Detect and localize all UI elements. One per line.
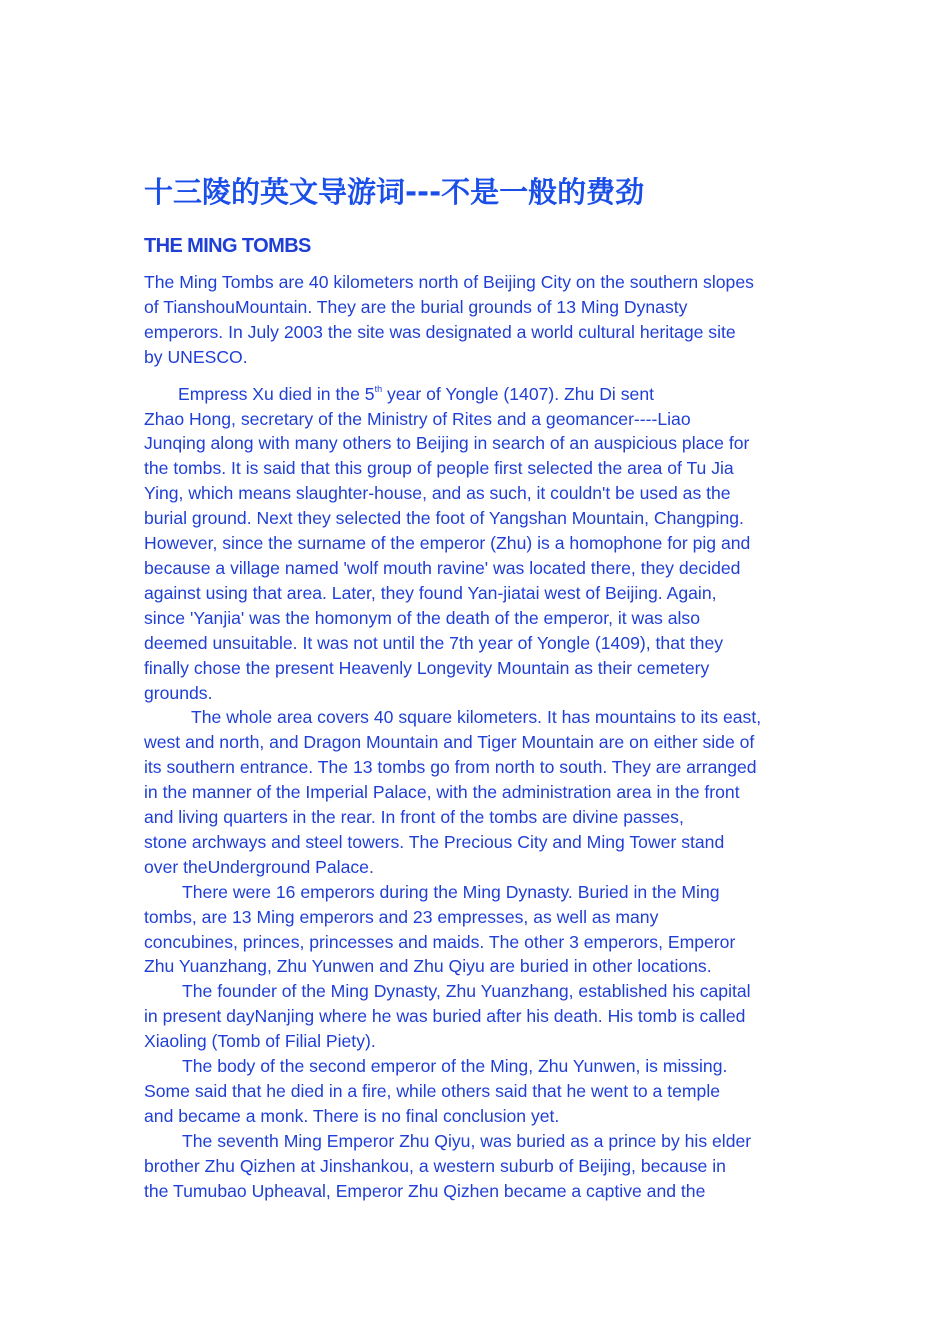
text-line: stone archways and steel towers. The Precious City and Ming Tower stand	[144, 831, 725, 852]
text-line: burial ground. Next they selected the foot of Yangshan Mountain, Changping.	[144, 508, 744, 529]
text-line: The founder of the Ming Dynasty, Zhu Yuanzhang, established his capital	[182, 981, 751, 1002]
text-line: brother Zhu Qizhen at Jinshankou, a western suburb of Beijing, because in	[144, 1155, 726, 1176]
text-line: However, since the surname of the emperor (Zhu) is a homophone for pig and	[144, 533, 751, 554]
text-line: its southern entrance. The 13 tombs go from north to south. They are arranged	[144, 757, 757, 778]
text-line: in the manner of the Imperial Palace, with the administration area in the front	[144, 782, 740, 803]
intro-paragraph	[144, 270, 812, 370]
text-line: There were 16 emperors during the Ming Dynasty. Buried in the Ming	[182, 881, 720, 902]
text-run: year of Yongle (1407). Zhu Di sent	[382, 383, 654, 404]
text-line: The seventh Ming Emperor Zhu Qiyu, was buried as a prince by his elder	[182, 1130, 752, 1151]
text-run: Empress Xu died in the 5	[178, 383, 375, 404]
text-line	[144, 382, 812, 407]
paragraph-emperors	[144, 880, 812, 980]
text-line: finally chose the present Heavenly Longevity Mountain as their cemetery	[144, 657, 710, 678]
text-line: by UNESCO.	[144, 346, 248, 367]
text-line: west and north, and Dragon Mountain and Tiger Mountain are on either side of	[144, 732, 755, 753]
paragraph-empress-xu	[144, 382, 812, 706]
text-line: Zhao Hong, secretary of the Ministry of Rites and a geomancer----Liao	[144, 408, 691, 429]
text-line: tombs, are 13 Ming emperors and 23 empresses, as well as many	[144, 906, 659, 927]
text-line: Ying, which means slaughter-house, and as such, it couldn't be used as the	[144, 483, 731, 504]
ordinal-superscript: th	[374, 383, 383, 394]
paragraph-founder	[144, 979, 812, 1054]
text-line: Some said that he died in a fire, while others said that he went to a temple	[144, 1081, 721, 1101]
paragraph-second-emperor	[144, 1054, 812, 1129]
text-line: in present dayNanjing where he was buried after his death. His tomb is called	[144, 1006, 746, 1027]
document-title: 十三陵的英文导游词---不是一般的费劲	[144, 175, 645, 209]
text-line: The Ming Tombs are 40 kilometers north of Beijing City on the southern slopes	[144, 272, 754, 292]
text-line: over theUnderground Palace.	[144, 856, 374, 877]
text-line: since 'Yanjia' was the homonym of the death of the emperor, it was also	[144, 607, 701, 628]
text-line: Xiaoling (Tomb of Filial Piety).	[144, 1031, 376, 1052]
text-line: Junqing along with many others to Beijing in search of an auspicious place for	[144, 433, 750, 454]
text-line: against using that area. Later, they found Yan-jiatai west of Beijing. Again,	[144, 582, 717, 603]
text-line: The whole area covers 40 square kilometers. It has mountains to its east,	[191, 707, 762, 728]
paragraph-seventh-emperor	[144, 1129, 812, 1204]
text-line: Zhu Yuanzhang, Zhu Yunwen and Zhu Qiyu are buried in other locations.	[144, 956, 712, 977]
text-line: grounds.	[144, 682, 213, 703]
text-line: because a village named 'wolf mouth ravine' was located there, they decided	[144, 557, 741, 578]
text-line: the Tumubao Upheaval, Emperor Zhu Qizhen became a captive and the	[144, 1180, 706, 1201]
text-line: and became a monk. There is no final conclusion yet.	[144, 1105, 560, 1126]
text-line: and living quarters in the rear. In front of the tombs are divine passes,	[144, 807, 684, 828]
text-line: of TianshouMountain. They are the burial grounds of 13 Ming Dynasty	[144, 296, 688, 317]
text-line: the tombs. It is said that this group of people first selected the area of Tu Jia	[144, 458, 734, 479]
text-line: concubines, princes, princesses and maids. The other 3 emperors, Emperor	[144, 931, 736, 952]
section-heading: THE MING TOMBS	[144, 235, 311, 257]
text-line: The body of the second emperor of the Ming, Zhu Yunwen, is missing.	[182, 1056, 728, 1077]
text-line: deemed unsuitable. It was not until the 7th year of Yongle (1409), that they	[144, 632, 724, 653]
text-line: emperors. In July 2003 the site was designated a world cultural heritage site	[144, 321, 736, 342]
document-page	[144, 170, 812, 1204]
paragraph-area	[144, 705, 812, 879]
